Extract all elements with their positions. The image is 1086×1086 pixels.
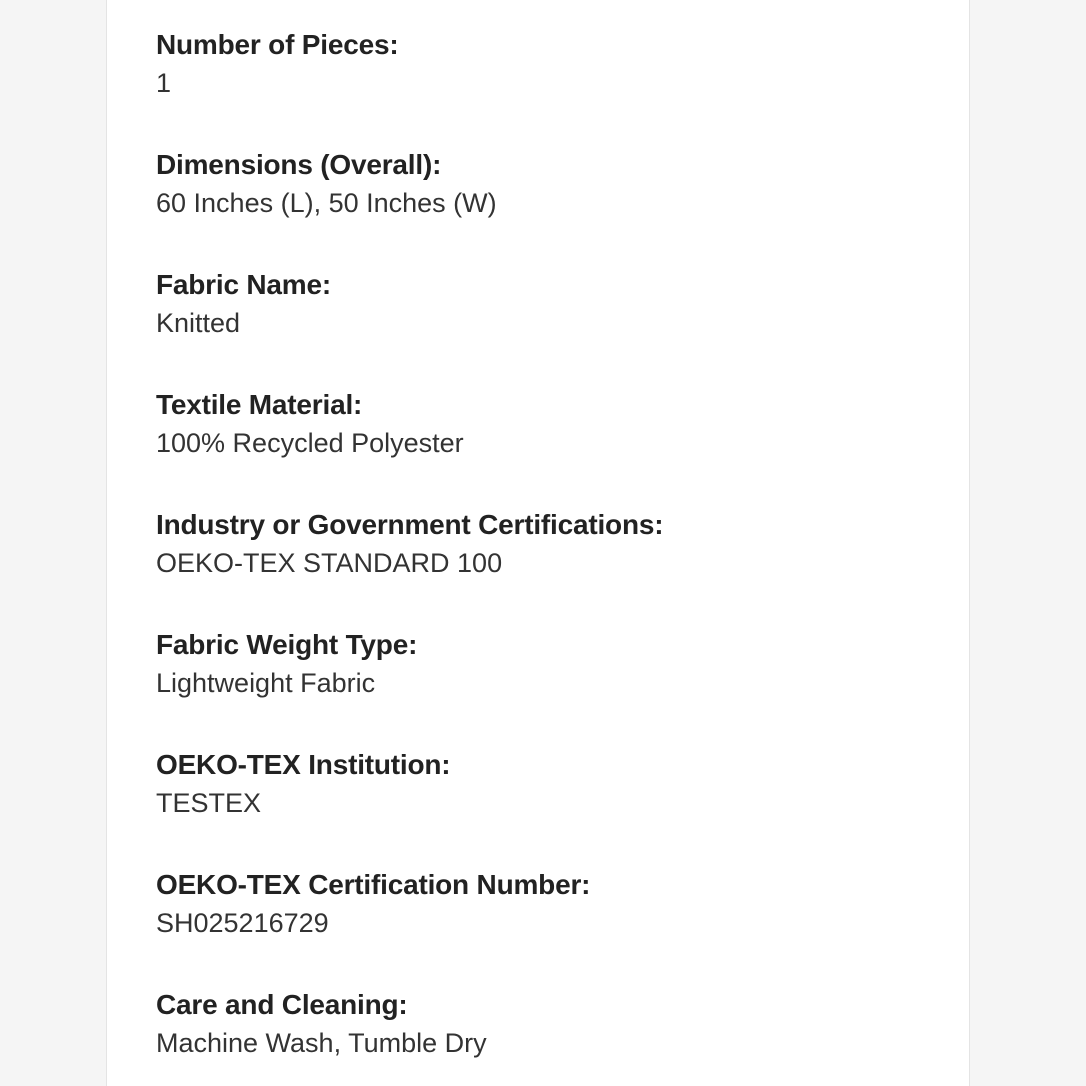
spec-number-of-pieces [156,26,936,146]
spec-label: Number of Pieces: [156,29,399,60]
specifications-list [156,26,936,1086]
spec-textile-material [156,386,936,506]
spec-label: Fabric Weight Type: [156,629,418,660]
spec-value: 60 Inches (L), 50 Inches (W) [156,188,497,218]
spec-label: Industry or Government Certifications: [156,509,664,540]
spec-fabric-weight-type [156,626,936,746]
spec-value: Lightweight Fabric [156,668,376,698]
spec-value: SH025216729 [156,908,329,938]
spec-value: 1 [156,68,172,98]
spec-value: 100% Recycled Polyester [156,428,464,458]
spec-label: Dimensions (Overall): [156,149,442,180]
spec-label: Fabric Name: [156,269,331,300]
spec-label: OEKO-TEX Institution: [156,749,451,780]
spec-value: TESTEX [156,788,262,818]
spec-certifications [156,506,936,626]
spec-value: Knitted [156,308,241,338]
spec-value: Machine Wash, Tumble Dry [156,1028,487,1058]
spec-dimensions [156,146,936,266]
spec-label: Textile Material: [156,389,363,420]
spec-oeko-tex-institution [156,746,936,866]
spec-fabric-name [156,266,936,386]
spec-oeko-tex-certification-number [156,866,936,986]
spec-label: Care and Cleaning: [156,989,408,1020]
spec-care-and-cleaning [156,986,936,1086]
spec-label: OEKO-TEX Certification Number: [156,869,591,900]
spec-value: OEKO-TEX STANDARD 100 [156,548,503,578]
